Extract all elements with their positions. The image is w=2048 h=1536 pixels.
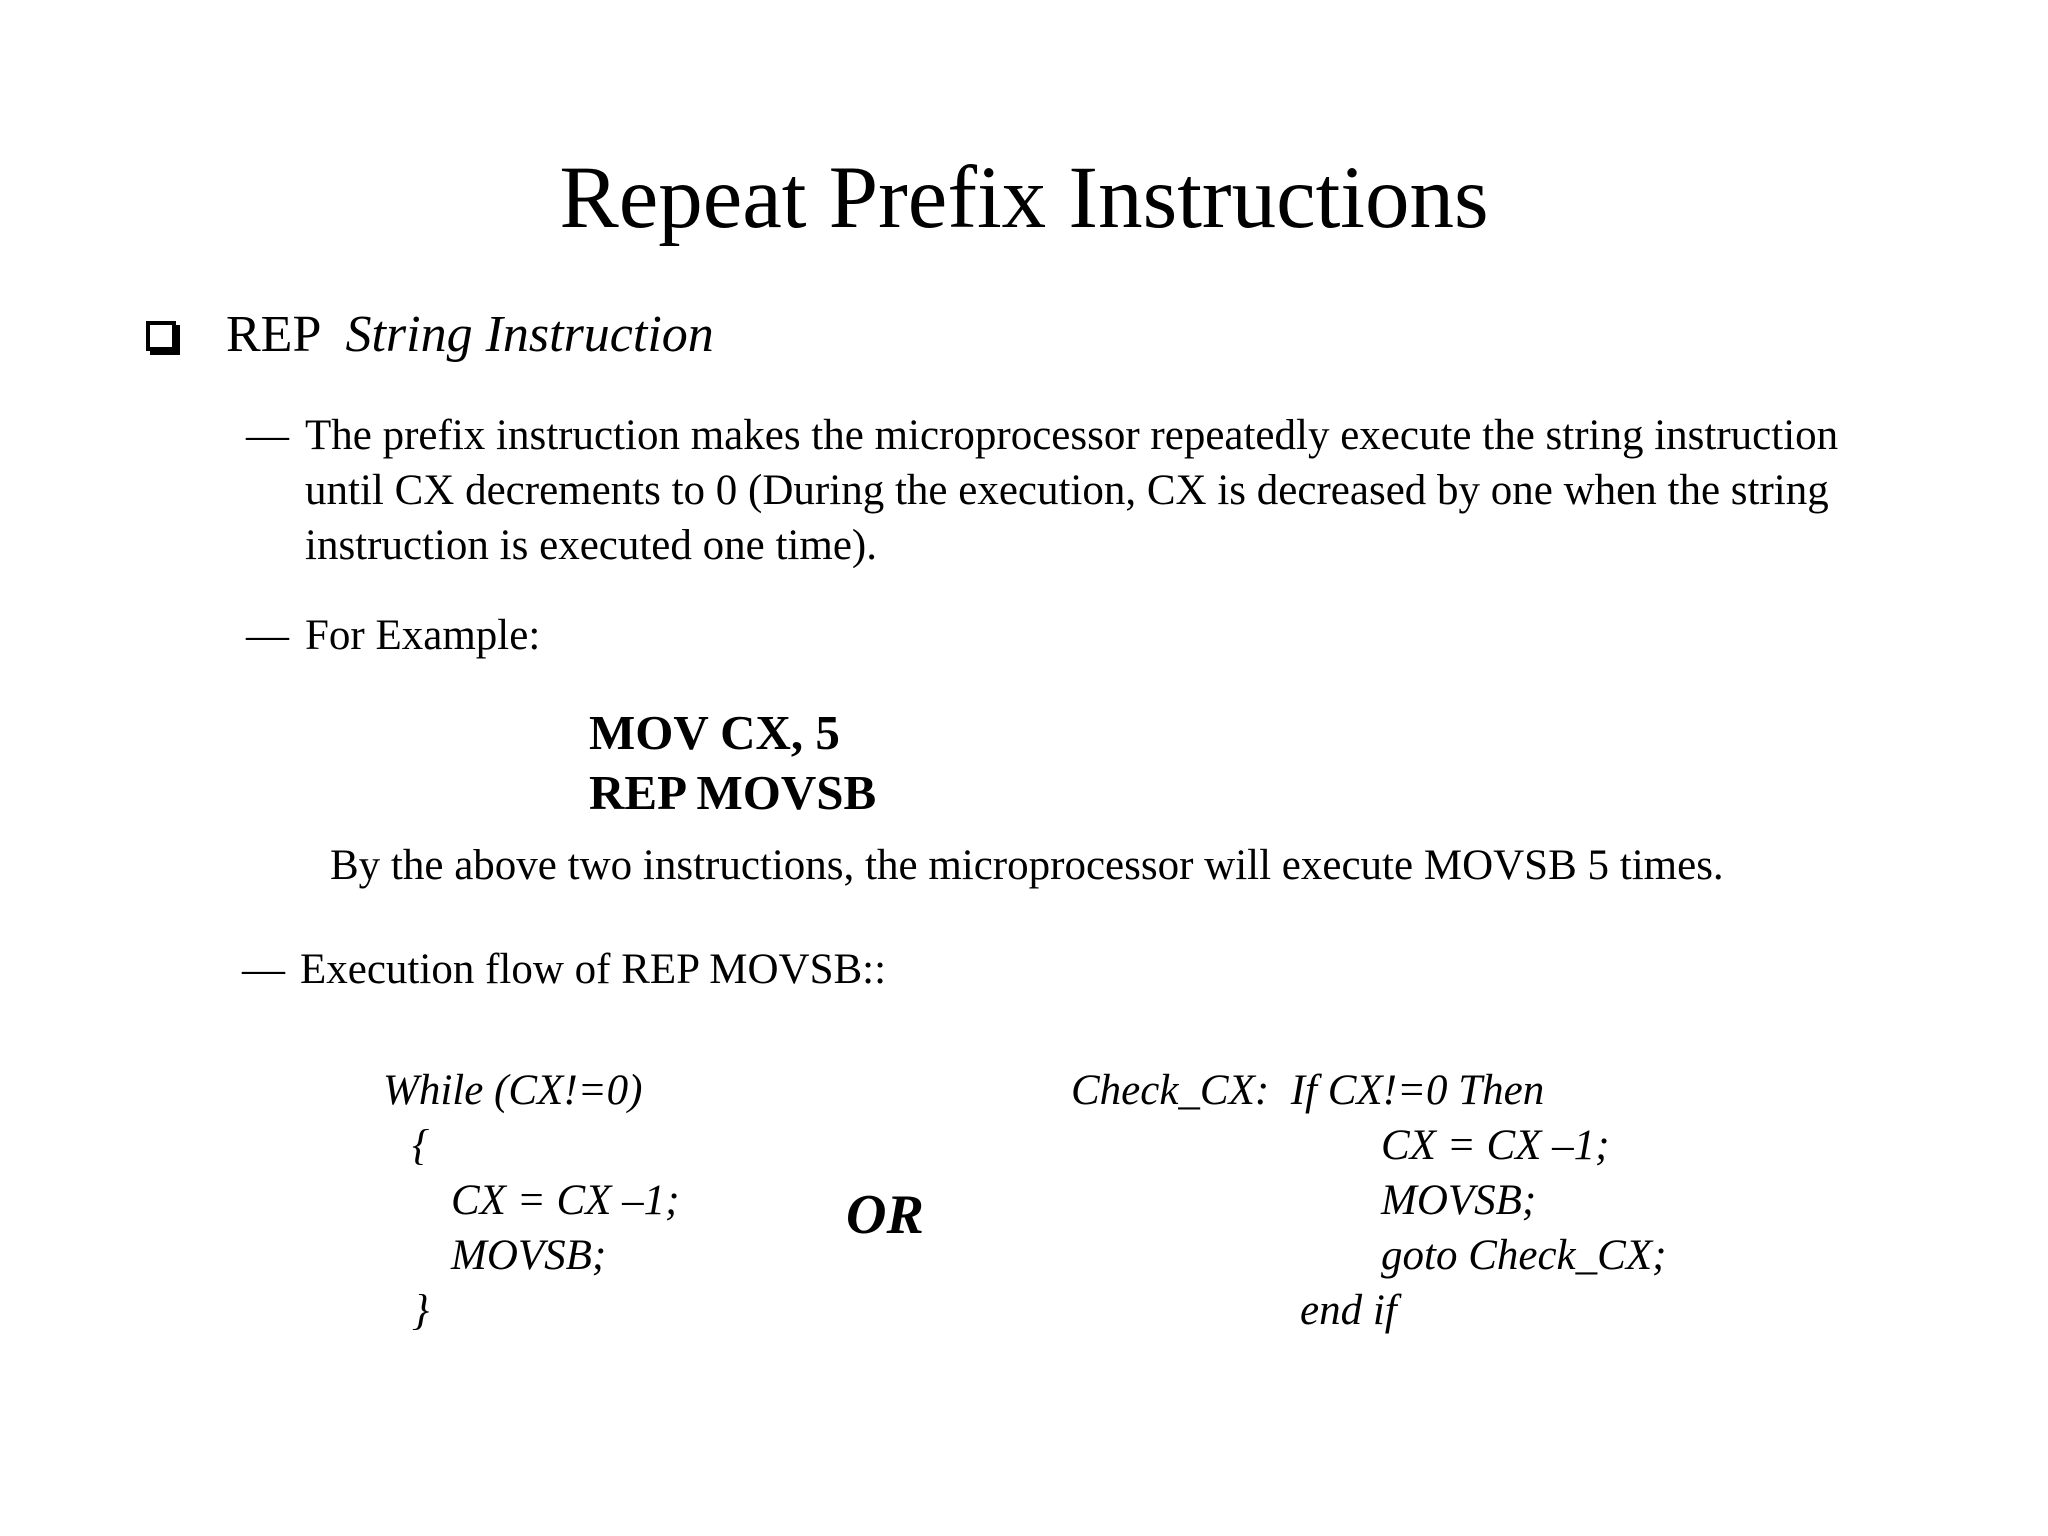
flow-dash: — (242, 946, 285, 993)
description-line-2: until CX decrements to 0 (During the execution, CX is decreased by one when the string (305, 467, 1829, 514)
while-line-4: MOVSB; (451, 1232, 607, 1279)
checkbox-bullet-icon (146, 321, 176, 351)
or-label: OR (846, 1184, 924, 1246)
while-line-5: } (412, 1287, 430, 1334)
while-line-3: CX = CX –1; (451, 1177, 680, 1224)
goto-line-2: CX = CX –1; (1381, 1122, 1610, 1169)
slide-title: Repeat Prefix Instructions (559, 149, 1489, 247)
example-dash: — (246, 612, 289, 659)
goto-line-3: MOVSB; (1381, 1177, 1537, 1224)
description-dash: — (246, 412, 289, 459)
bullet-keyword: REP (226, 306, 320, 363)
example-label: For Example: (305, 612, 541, 659)
flow-label: Execution flow of REP MOVSB:: (300, 946, 887, 993)
bullet-italic-text: String Instruction (345, 306, 714, 363)
description-line-3: instruction is executed one time). (305, 522, 877, 569)
while-line-1: While (CX!=0) (383, 1067, 643, 1114)
while-line-2: { (412, 1122, 430, 1169)
description-line-1: The prefix instruction makes the microprocessor repeatedly execute the string instruction (305, 412, 1839, 459)
code-line-1: MOV CX, 5 (589, 705, 840, 760)
goto-line-4: goto Check_CX; (1381, 1232, 1667, 1279)
example-explanation: By the above two instructions, the microprocessor will execute MOVSB 5 times. (330, 842, 1724, 889)
code-line-2: REP MOVSB (589, 765, 877, 820)
goto-line-5: end if (1300, 1287, 1397, 1334)
bullet-heading (226, 305, 714, 365)
goto-line-1: Check_CX: If CX!=0 Then (1071, 1067, 1545, 1114)
